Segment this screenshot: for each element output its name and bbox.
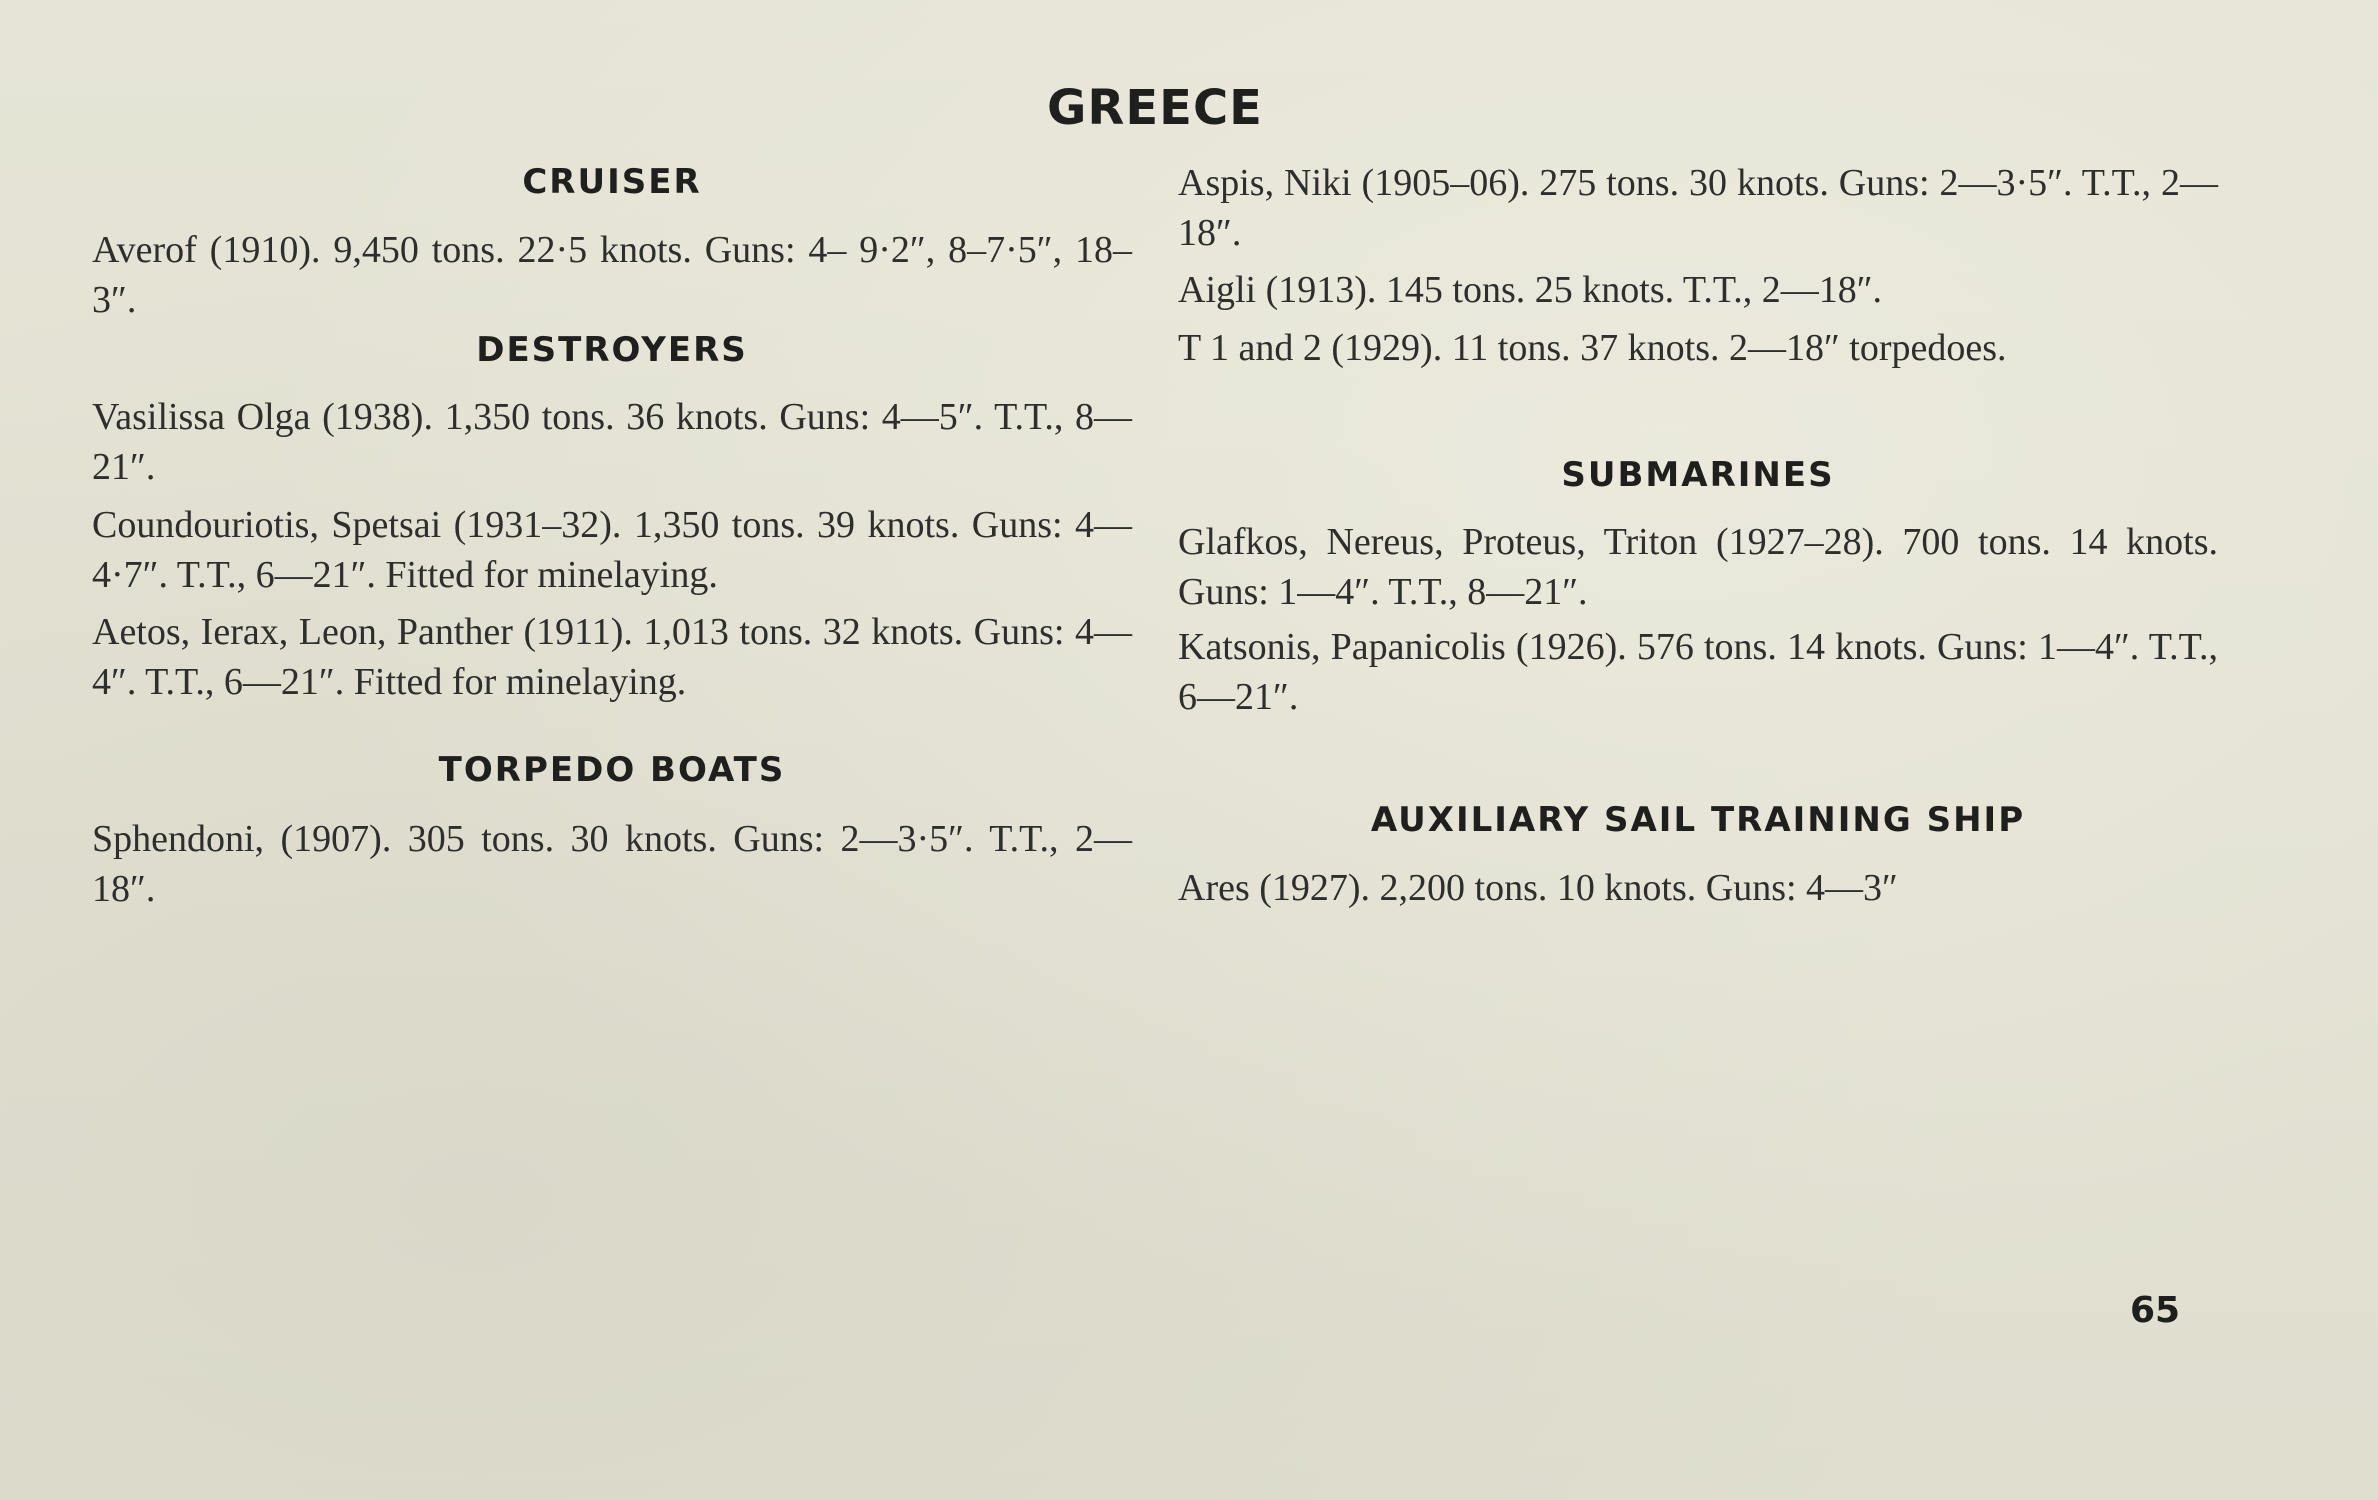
section-heading-destroyers: DESTROYERS <box>476 330 748 370</box>
ship-entry-aigli: Aigli (1913). 145 tons. 25 knots. T.T., 2—18″. <box>1178 269 1883 311</box>
section-heading-cruiser: CRUISER <box>522 162 702 202</box>
ship-entry-coundouriotis: Coundouriotis, Spetsai (1931–32). 1,350 tons. 39 knots. Guns: 4—4·7″. T.T., 6—21″. Fitted for minelaying. <box>92 504 1132 596</box>
page-number: 65 <box>2130 1290 2181 1331</box>
ship-entry-aspis-niki: Aspis, Niki (1905–06). 275 tons. 30 knots. Guns: 2—3·5″. T.T., 2—18″. <box>1178 162 2218 254</box>
ship-entry-ares: Ares (1927). 2,200 tons. 10 knots. Guns: 4—3″ <box>1178 867 1898 909</box>
section-heading-torpedo-boats: TORPEDO BOATS <box>438 750 786 790</box>
ship-entry-vasilissa-olga: Vasilissa Olga (1938). 1,350 tons. 36 knots. Guns: 4—5″. T.T., 8—21″. <box>92 396 1132 488</box>
section-heading-auxiliary-sail-training-ship: AUXILIARY SAIL TRAINING SHIP <box>1370 800 2026 840</box>
ship-entry-t1-t2: T 1 and 2 (1929). 11 tons. 37 knots. 2—18″ torpedoes. <box>1178 327 2007 369</box>
ship-entry-averof: Averof (1910). 9,450 tons. 22·5 knots. Guns: 4– 9·2″, 8–7·5″, 18–3″. <box>92 229 1132 321</box>
ship-entry-glafkos: Glafkos, Nereus, Proteus, Triton (1927–28). 700 tons. 14 knots. Guns: 1—4″. T.T., 8—21″. <box>1178 521 2218 613</box>
page-title: GREECE <box>1047 80 1263 136</box>
ship-entry-katsonis: Katsonis, Papanicolis (1926). 576 tons. 14 knots. Guns: 1—4″. T.T., 6—21″. <box>1178 626 2218 718</box>
ship-entry-aetos: Aetos, Ierax, Leon, Panther (1911). 1,013 tons. 32 knots. Guns: 4—4″. T.T., 6—21″. Fitted for minelaying. <box>92 611 1132 703</box>
section-heading-submarines: SUBMARINES <box>1561 455 1835 495</box>
ship-entry-sphendoni: Sphendoni, (1907). 305 tons. 30 knots. Guns: 2—3·5″. T.T., 2—18″. <box>92 818 1132 910</box>
